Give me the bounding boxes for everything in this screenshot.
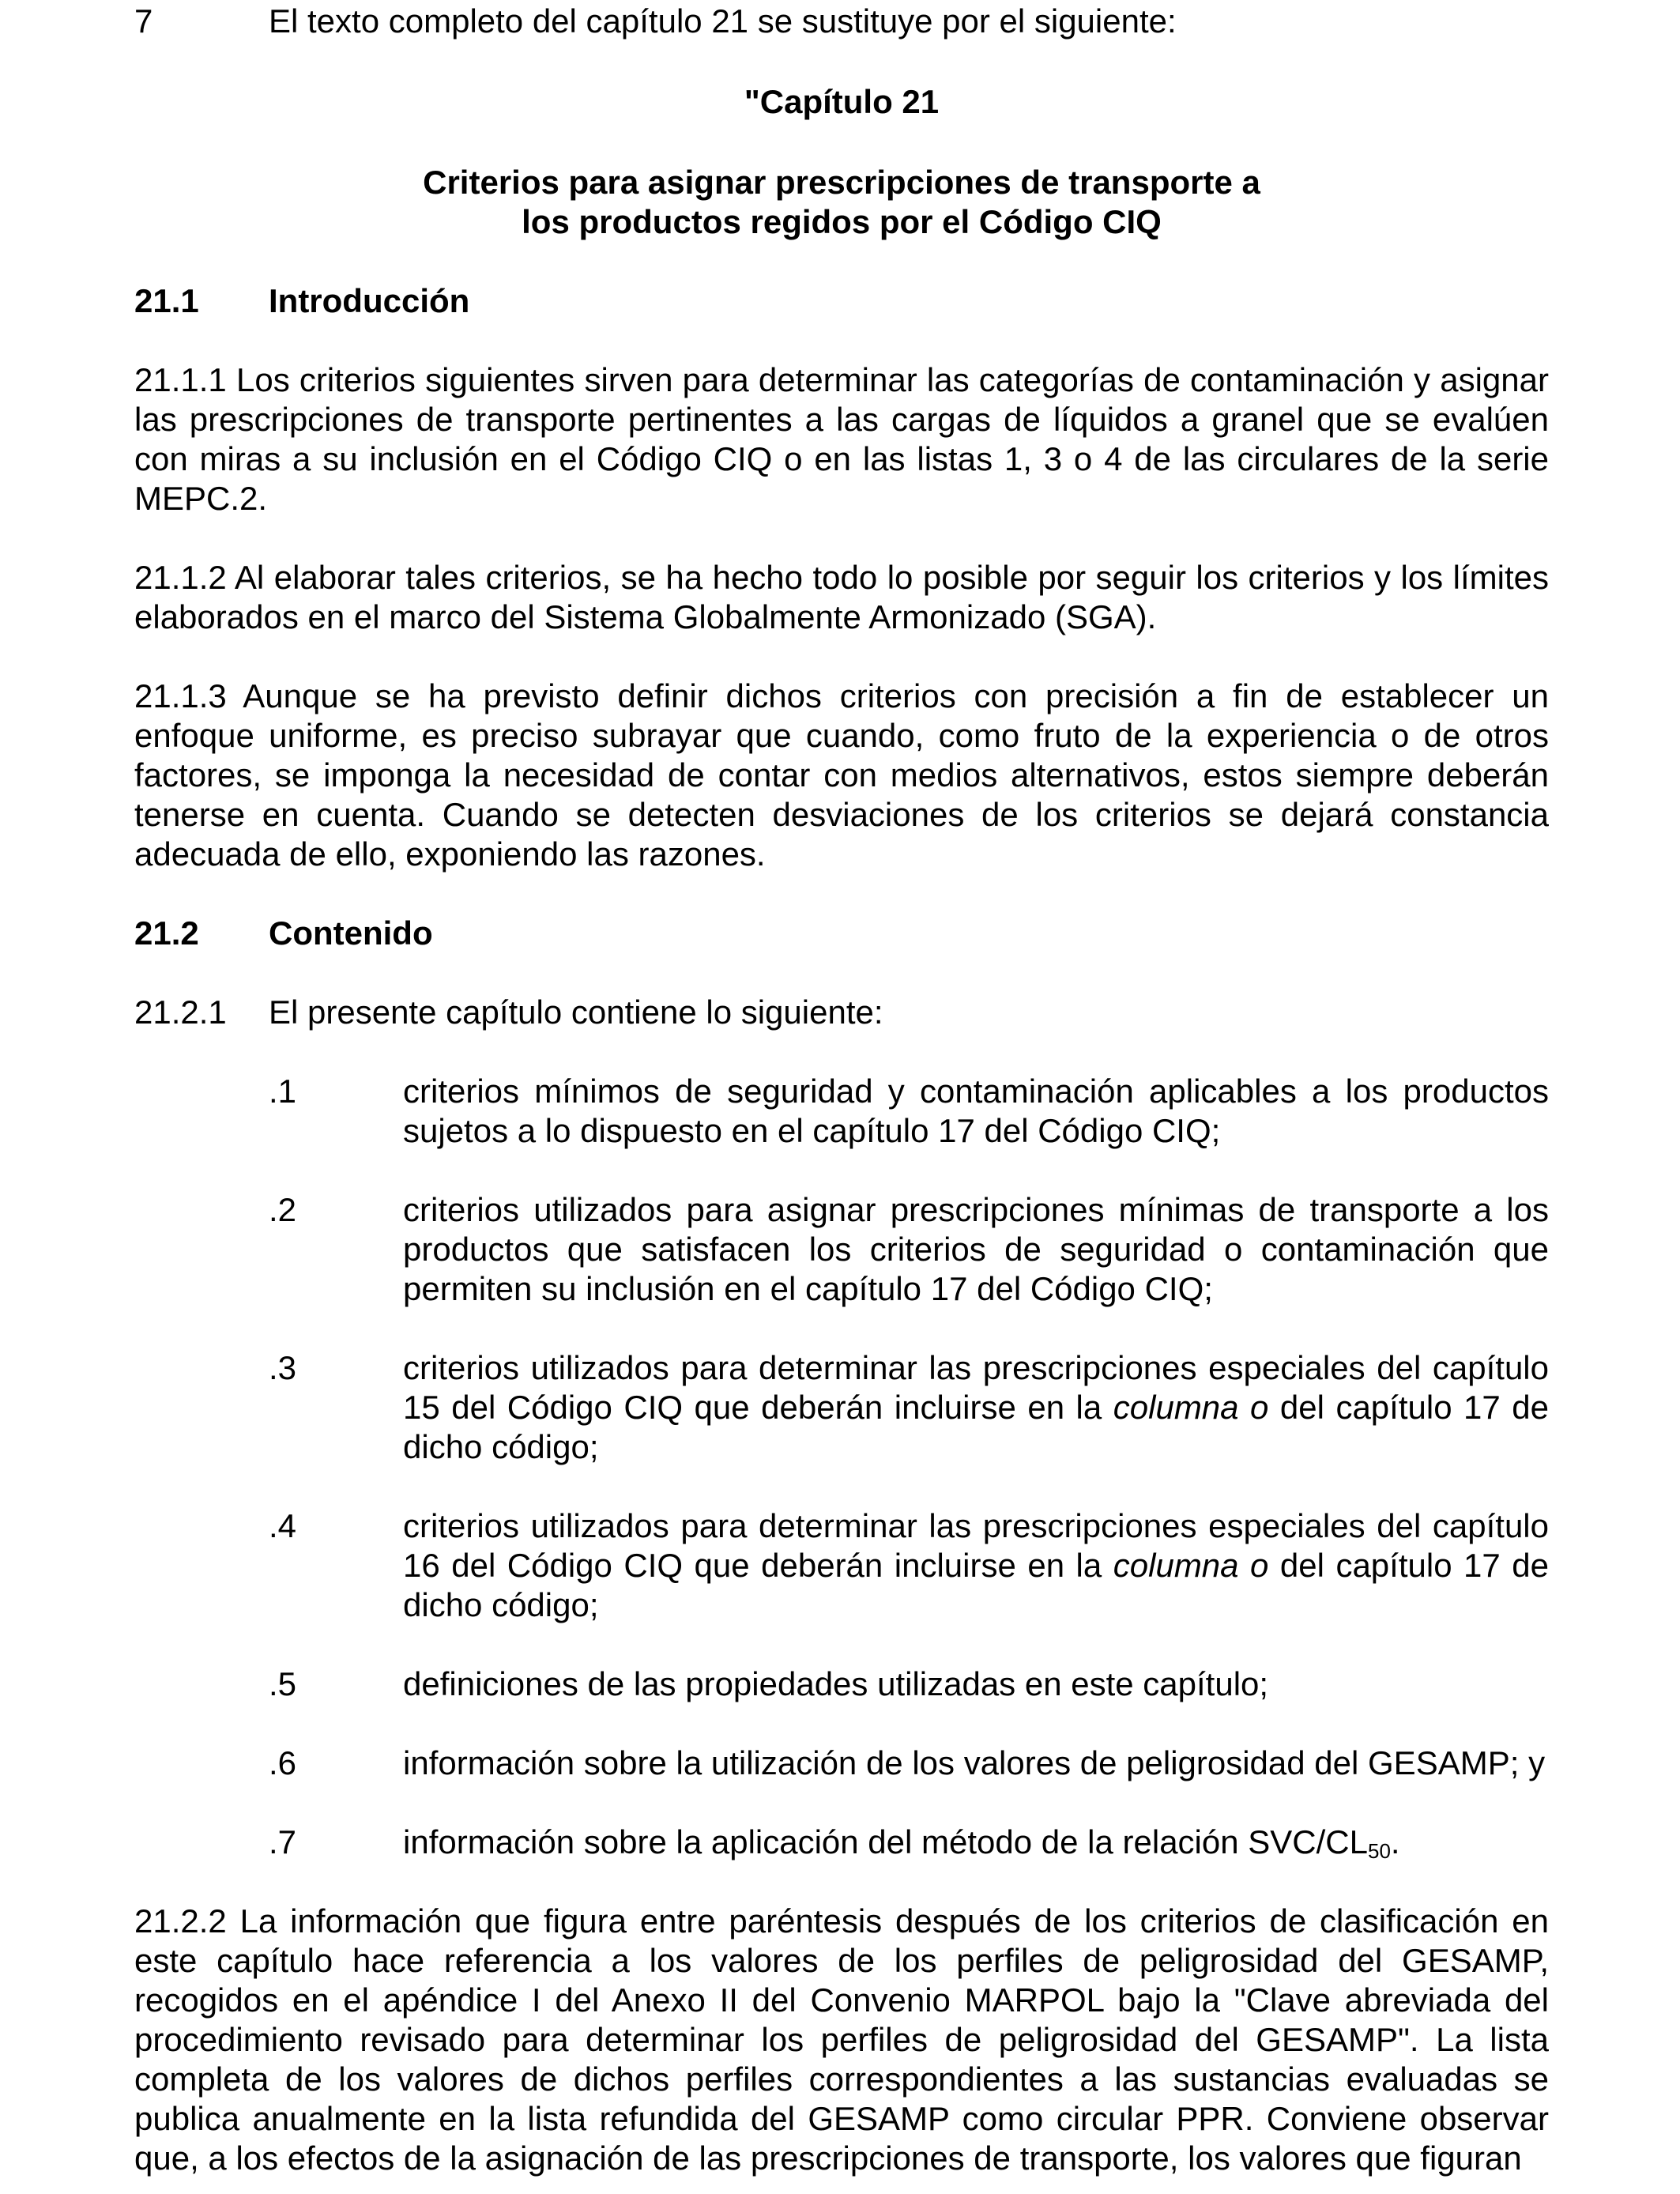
list-item-text-part: del capítulo 17 de dicho código; xyxy=(403,1389,1549,1465)
list-item-number: .5 xyxy=(269,1665,297,1702)
list-item-text: información sobre la utilización de los valores de peligrosidad del GESAMP; y xyxy=(403,1744,1546,1781)
paragraph-number: 21.2.1 xyxy=(134,993,227,1031)
list-item-number: .1 xyxy=(269,1072,297,1110)
list-item-text xyxy=(403,1506,1549,1625)
amendment-number: 7 xyxy=(134,2,153,40)
subscript: 50 xyxy=(1368,1839,1391,1863)
list-item-text-italic: columna o xyxy=(1113,1547,1269,1584)
chapter-heading: "Capítulo 21 xyxy=(744,83,940,120)
chapter-title-line-2: los productos regidos por el Código CIQ xyxy=(522,203,1162,240)
amendment-text: El texto completo del capítulo 21 se sustituye por el siguiente: xyxy=(269,2,1177,40)
list-item-text-part: del capítulo 17 de dicho código; xyxy=(403,1547,1549,1623)
list-item-text-part: criterios utilizados para determinar las prescripciones especiales del capítulo 16 del Código CIQ que deberán incluirse en la xyxy=(403,1507,1549,1584)
section-title: Introducción xyxy=(269,282,470,319)
paragraph-21-1-1: 21.1.1 Los criterios siguientes sirven para determinar las categorías de contaminación y asignar las prescripciones de transporte pertinentes a las cargas de líquidos a granel que se evalúen con miras a su inclusión en el Código CIQ o en las listas 1, 3 o 4 de las circulares de la serie MEPC.2. xyxy=(134,361,1549,517)
list-item-number: .2 xyxy=(269,1191,297,1228)
list-item-number: .7 xyxy=(269,1823,297,1860)
list-item-text-italic: columna o xyxy=(1113,1389,1269,1426)
list-item-text-part: criterios utilizados para determinar las prescripciones especiales del capítulo 15 del Código CIQ que deberán incluirse en la xyxy=(403,1349,1549,1426)
list-item-text-part: información sobre la aplicación del método de la relación SVC/CL xyxy=(403,1823,1368,1860)
list-item-text xyxy=(403,1348,1549,1467)
paragraph-21-1-3: 21.1.3 Aunque se ha previsto definir dichos criterios con precisión a fin de establecer un enfoque uniforme, es preciso subrayar que cuando, como fruto de la experiencia o de otros factores, se imponga la necesidad de contar con medios alternativos, estos siempre deberán tenerse en cuenta. Cuando se detecten desviaciones de los criterios se dejará constancia adecuada de ello, exponiendo las razones. xyxy=(134,677,1549,873)
list-item-text-part: . xyxy=(1390,1823,1400,1860)
list-item-number: .4 xyxy=(269,1507,297,1544)
section-number: 21.2 xyxy=(134,914,199,952)
list-item-text: criterios mínimos de seguridad y contaminación aplicables a los productos sujetos a lo dispuesto en el capítulo 17 del Código CIQ; xyxy=(403,1072,1549,1149)
list-item-text xyxy=(403,1823,1549,1862)
section-number: 21.1 xyxy=(134,282,199,319)
list-item-number: .3 xyxy=(269,1349,297,1386)
list-item-text: criterios utilizados para asignar prescripciones mínimas de transporte a los productos que satisfacen los criterios de seguridad o contaminación que permiten su inclusión en el capítulo 17 del Código CIQ; xyxy=(403,1191,1549,1307)
list-item-text: definiciones de las propiedades utilizadas en este capítulo; xyxy=(403,1665,1269,1702)
list-item-number: .6 xyxy=(269,1744,297,1781)
paragraph-text: El presente capítulo contiene lo siguiente: xyxy=(269,993,883,1031)
paragraph-21-1-2: 21.1.2 Al elaborar tales criterios, se ha hecho todo lo posible por seguir los criterios y los límites elaborados en el marco del Sistema Globalmente Armonizado (SGA). xyxy=(134,559,1549,635)
section-title: Contenido xyxy=(269,914,433,952)
paragraph-21-2-2: 21.2.2 La información que figura entre paréntesis después de los criterios de clasificación en este capítulo hace referencia a los valores de los perfiles de peligrosidad del GESAMP, recogidos en el apéndice I del Anexo II del Convenio MARPOL bajo la "Clave abreviada del procedimiento revisado para determinar los perfiles de peligrosidad del GESAMP". La lista completa de los valores de dichos perfiles correspondientes a las sustancias evaluadas se publica anualmente en la lista refundida del GESAMP como circular PPR. Conviene observar que, a los efectos de la asignación de las prescripciones de transporte, los valores que figuran xyxy=(134,1902,1549,2177)
chapter-title-line-1: Criterios para asignar prescripciones de transporte a xyxy=(423,164,1260,201)
